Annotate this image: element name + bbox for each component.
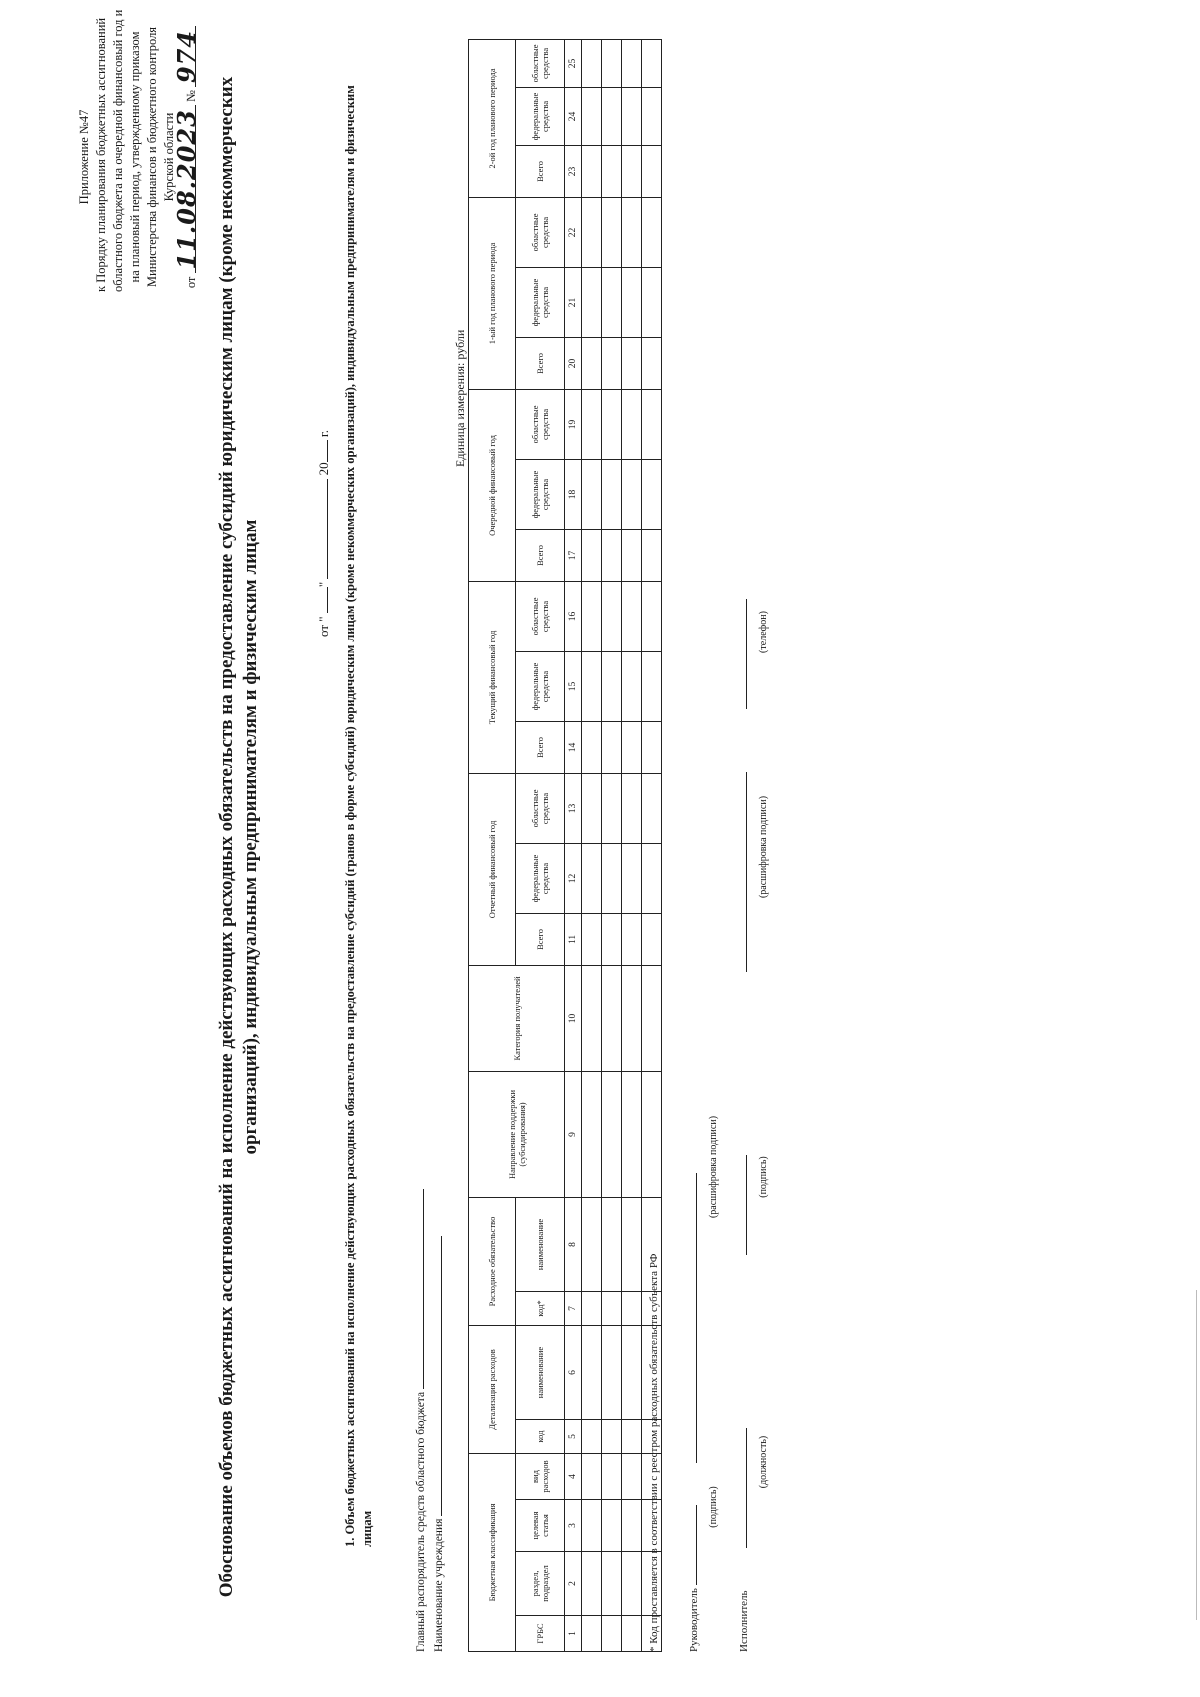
head-decode-blank[interactable] [696, 1173, 697, 1463]
recipient-category-header: Категория получателей [469, 965, 565, 1071]
federal-header: федеральные средства [516, 651, 565, 721]
table-cell[interactable] [602, 1420, 622, 1454]
table-cell[interactable] [622, 529, 642, 581]
table-cell[interactable] [642, 197, 662, 267]
table-cell[interactable] [622, 581, 642, 651]
table-cell[interactable] [642, 267, 662, 337]
table-cell[interactable] [582, 337, 602, 389]
federal-header: федеральные средства [516, 267, 565, 337]
main-manager-field [415, 1189, 427, 1652]
table-cell[interactable] [622, 1500, 642, 1552]
main-manager-input[interactable] [423, 1189, 424, 1389]
budget-class-header: Бюджетная классификация [469, 1454, 516, 1652]
executor-decode-blank[interactable] [746, 772, 747, 972]
position-caption: (должность) [758, 1435, 769, 1489]
table-cell[interactable] [622, 389, 642, 459]
table-cell[interactable] [602, 965, 622, 1071]
table-cell[interactable] [642, 913, 662, 965]
table-cell[interactable] [642, 337, 662, 389]
target-header: целевая статья [516, 1500, 565, 1552]
column-number-row [565, 39, 582, 1651]
total-header: Всего [516, 913, 565, 965]
table-cell[interactable] [602, 1197, 622, 1291]
section-1-heading: 1. Объем бюджетных ассигнований на исполнение действующих расходных обязательств на предоставление субсидий (гранов в форме субсидий) юридическим лицам (кроме некоммерческих организаций), индивидуальным предпринимателям и физическим лицам [343, 85, 374, 1547]
column-number: 6 [565, 1325, 582, 1419]
regional-header: областные средства [516, 197, 565, 267]
table-cell[interactable] [602, 87, 622, 145]
order-number: 974 [178, 26, 196, 87]
obligation-header: Расходное обязательство [469, 1197, 516, 1325]
scan-edge-line [1196, 1290, 1197, 1620]
table-cell[interactable] [622, 965, 642, 1071]
table-cell[interactable] [582, 389, 602, 459]
head-signature-blank[interactable] [696, 1505, 697, 1585]
column-number: 5 [565, 1420, 582, 1454]
table-cell[interactable] [582, 965, 602, 1071]
appendix-line: на плановый период, утвержденному приказом [128, 31, 142, 283]
table-cell[interactable] [582, 1552, 602, 1616]
table-cell[interactable] [582, 267, 602, 337]
federal-header: федеральные средства [516, 843, 565, 913]
table-cell[interactable] [602, 913, 622, 965]
table-cell[interactable] [602, 389, 622, 459]
phone-caption: (телефон) [758, 611, 769, 653]
table-cell[interactable] [582, 87, 602, 145]
table-cell[interactable] [602, 1500, 622, 1552]
document-title: Обоснование объемов бюджетных ассигнований на исполнение действующих расходных обязательств на предоставление субсидий юридическим лицам (кроме некоммерческих организаций), индивидуальным предпринимателям и физическим лицам [216, 76, 261, 1598]
table-cell[interactable] [602, 1552, 622, 1616]
table-cell[interactable] [602, 337, 622, 389]
institution-label: Наименование учреждения [433, 1518, 445, 1652]
year-blank[interactable] [327, 440, 328, 462]
executor-signature-blank[interactable] [746, 1155, 747, 1255]
column-number: 12 [565, 843, 582, 913]
federal-header: федеральные средства [516, 87, 565, 145]
table-row [622, 39, 642, 1651]
table-cell[interactable] [582, 721, 602, 773]
year-prefix: 20 [316, 462, 331, 476]
footnote: * Код проставляется в соответствии с реестром расходных обязательств субъекта РФ [648, 1253, 660, 1652]
table-cell[interactable] [642, 529, 662, 581]
table-cell[interactable] [582, 1420, 602, 1454]
allocation-table [468, 39, 662, 1652]
section-header: раздел, подраздел [516, 1552, 565, 1616]
table-cell[interactable] [622, 1071, 642, 1197]
table-cell[interactable] [602, 529, 622, 581]
appendix-header [76, 9, 201, 292]
date-from-label: от " [316, 616, 331, 637]
column-number: 16 [565, 581, 582, 651]
column-number: 9 [565, 1071, 582, 1197]
table-cell[interactable] [622, 1291, 642, 1325]
column-number: 17 [565, 529, 582, 581]
table-row [602, 39, 622, 1651]
table-cell[interactable] [582, 459, 602, 529]
appendix-line: Министерства финансов и бюджетного контроля [145, 26, 159, 288]
column-number: 2 [565, 1552, 582, 1616]
table-cell[interactable] [582, 197, 602, 267]
table-cell[interactable] [642, 965, 662, 1071]
regional-header: областные средства [516, 39, 565, 87]
table-cell[interactable] [642, 459, 662, 529]
plan-year2-header: 2-ой год планового периода [469, 39, 516, 197]
appendix-line: областного бюджета на очередной финансовый год и [111, 9, 125, 292]
month-blank[interactable] [327, 479, 328, 579]
table-cell[interactable] [622, 197, 642, 267]
table-cell[interactable] [582, 529, 602, 581]
table-cell[interactable] [582, 1616, 602, 1652]
table-cell[interactable] [602, 197, 622, 267]
decode-caption: (расшифровка подписи) [708, 1115, 719, 1219]
table-cell[interactable] [602, 1325, 622, 1419]
table-cell[interactable] [622, 913, 642, 965]
table-cell[interactable] [622, 459, 642, 529]
table-cell[interactable] [582, 1197, 602, 1291]
table-cell[interactable] [582, 1071, 602, 1197]
table-cell[interactable] [602, 39, 622, 87]
grbs-header: ГРБС [516, 1616, 565, 1652]
institution-input[interactable] [441, 1236, 442, 1516]
table-cell[interactable] [642, 651, 662, 721]
table-cell[interactable] [622, 145, 642, 197]
date-quote: " [316, 581, 331, 588]
regional-header: областные средства [516, 773, 565, 843]
table-cell[interactable] [602, 581, 622, 651]
table-cell[interactable] [642, 39, 662, 87]
table-cell[interactable] [602, 1454, 622, 1500]
date-from-line [316, 430, 332, 637]
column-number: 11 [565, 913, 582, 965]
table-cell[interactable] [602, 1071, 622, 1197]
column-number: 8 [565, 1197, 582, 1291]
table-cell[interactable] [622, 773, 642, 843]
table-cell[interactable] [582, 581, 602, 651]
regional-header: областные средства [516, 581, 565, 651]
table-cell[interactable] [602, 459, 622, 529]
head-signature-line [688, 1173, 700, 1652]
table-row [582, 39, 602, 1651]
current-year-header: Текущий финансовый год [469, 581, 516, 773]
table-cell[interactable] [642, 721, 662, 773]
table-cell[interactable] [602, 773, 622, 843]
table-cell[interactable] [622, 1552, 642, 1616]
table-cell[interactable] [622, 1454, 642, 1500]
table-cell[interactable] [642, 389, 662, 459]
year-suffix: г. [316, 429, 331, 438]
detail-code-header: код [516, 1420, 565, 1454]
column-number: 18 [565, 459, 582, 529]
table-cell[interactable] [582, 1291, 602, 1325]
next-year-header: Очередной финансовый год [469, 389, 516, 581]
table-subheader-row [516, 39, 565, 1651]
column-number: 23 [565, 145, 582, 197]
main-manager-label: Главный распорядитель средств областного бюджета [415, 1391, 427, 1652]
table-cell[interactable] [642, 1071, 662, 1197]
table-cell[interactable] [602, 721, 622, 773]
table-cell[interactable] [642, 773, 662, 843]
from-label: от [184, 276, 198, 289]
units-label: Единица измерения: рубли [453, 329, 467, 467]
column-number: 20 [565, 337, 582, 389]
column-number: 1 [565, 1616, 582, 1652]
column-number: 7 [565, 1291, 582, 1325]
appendix-line: Курской области [162, 112, 176, 202]
table-cell[interactable] [582, 145, 602, 197]
table-cell[interactable] [582, 773, 602, 843]
executor-signature-line [738, 599, 750, 1652]
table-cell[interactable] [602, 145, 622, 197]
table-cell[interactable] [642, 87, 662, 145]
table-cell[interactable] [602, 843, 622, 913]
order-date: 11.08.2023 [178, 105, 196, 273]
day-blank[interactable] [327, 587, 328, 613]
appendix-line: к Порядку планирования бюджетных ассигнований [94, 17, 108, 292]
column-number: 14 [565, 721, 582, 773]
table-header-row [469, 39, 516, 1651]
report-year-header: Отчетный финансовый год [469, 773, 516, 965]
regional-header: областные средства [516, 389, 565, 459]
table-cell[interactable] [582, 39, 602, 87]
table-cell[interactable] [622, 39, 642, 87]
column-number: 25 [565, 39, 582, 87]
obligation-name-header: наименование [516, 1197, 565, 1291]
total-header: Всего [516, 721, 565, 773]
table-cell[interactable] [622, 651, 642, 721]
institution-field [433, 1236, 445, 1652]
total-header: Всего [516, 337, 565, 389]
table-cell[interactable] [582, 651, 602, 721]
expense-detail-header: Детализация расходов [469, 1325, 516, 1453]
total-header: Всего [516, 145, 565, 197]
table-cell[interactable] [642, 843, 662, 913]
table-cell[interactable] [582, 843, 602, 913]
detail-name-header: наименование [516, 1325, 565, 1419]
column-number: 22 [565, 197, 582, 267]
table-cell[interactable] [622, 267, 642, 337]
table-cell[interactable] [622, 1616, 642, 1652]
table-cell[interactable] [622, 843, 642, 913]
executor-phone-blank[interactable] [746, 599, 747, 709]
column-number: 13 [565, 773, 582, 843]
head-label: Руководитель [688, 1588, 700, 1652]
table-cell[interactable] [602, 651, 622, 721]
column-number: 19 [565, 389, 582, 459]
table-cell[interactable] [602, 267, 622, 337]
table-cell[interactable] [582, 1454, 602, 1500]
plan-year1-header: 1-ый год планового периода [469, 197, 516, 389]
column-number: 10 [565, 965, 582, 1071]
table-cell[interactable] [642, 581, 662, 651]
column-number: 3 [565, 1500, 582, 1552]
table-cell[interactable] [622, 721, 642, 773]
total-header: Всего [516, 529, 565, 581]
table-cell[interactable] [582, 1500, 602, 1552]
table-cell[interactable] [602, 1616, 622, 1652]
signature2-caption: (подпись) [758, 1156, 769, 1198]
table-cell[interactable] [622, 1197, 642, 1291]
table-cell[interactable] [602, 1291, 622, 1325]
column-number: 15 [565, 651, 582, 721]
appendix-line: Приложение №47 [77, 109, 91, 205]
support-direction-header: Направление поддержки (субсидирования) [469, 1071, 565, 1197]
column-number: 4 [565, 1454, 582, 1500]
number-label: № [184, 90, 198, 103]
table-cell[interactable] [622, 1420, 642, 1454]
table-cell[interactable] [622, 337, 642, 389]
executor-position-blank[interactable] [746, 1428, 747, 1548]
table-cell[interactable] [582, 1325, 602, 1419]
decode2-caption: (расшифровка подписи) [758, 795, 769, 899]
expense-type-header: вид расходов [516, 1454, 565, 1500]
federal-header: федеральные средства [516, 459, 565, 529]
obligation-code-header: код* [516, 1291, 565, 1325]
column-number: 21 [565, 267, 582, 337]
table-cell[interactable] [622, 1325, 642, 1419]
table-cell[interactable] [642, 145, 662, 197]
executor-label: Исполнитель [738, 1590, 750, 1652]
appendix-order-line [172, 22, 201, 292]
signature-caption: (подпись) [708, 1486, 719, 1528]
table-cell[interactable] [622, 87, 642, 145]
column-number: 24 [565, 87, 582, 145]
table-cell[interactable] [582, 913, 602, 965]
